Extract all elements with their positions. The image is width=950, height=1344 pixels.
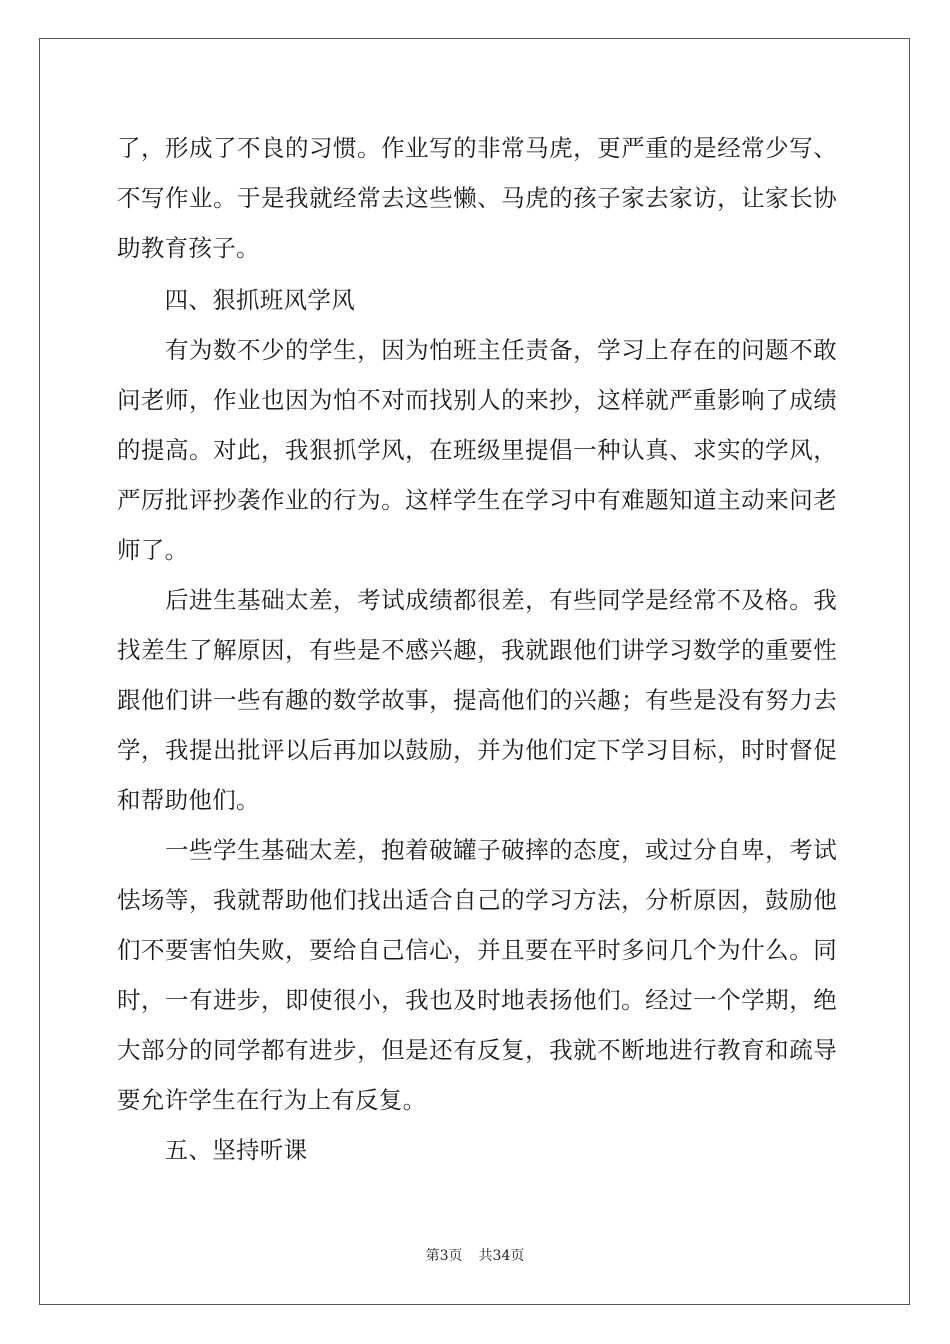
text-line: 要允许学生在行为上有反复。 [117,1086,427,1114]
text-line: 一些学生基础太差，抱着破罐子破摔的态度，或过分自卑，考试 [117,836,837,864]
text-line: 大部分的同学都有进步，但是还有反复，我就不断地进行教育和疏导 [117,1036,837,1064]
text-line: 和帮助他们。 [117,786,260,814]
text-line: 跟他们讲一些有趣的数学故事，提高他们的兴趣；有些是没有努力去 [117,686,837,714]
section-heading: 五、坚持听课 [117,1136,308,1164]
text-line: 问老师，作业也因为怕不对而找别人的来抄，这样就严重影响了成绩 [117,386,837,414]
text-line: 的提高。对此，我狠抓学风，在班级里提倡一种认真、求实的学风， [117,436,837,464]
page-footer [0,1245,950,1265]
text-line: 严厉批评抄袭作业的行为。这样学生在学习中有难题知道主动来问老 [117,486,837,514]
text-line: 后进生基础太差，考试成绩都很差，有些同学是经常不及格。我 [117,586,837,614]
text-line: 了，形成了不良的习惯。作业写的非常马虎，更严重的是经常少写、 [117,134,837,162]
text-line: 师了。 [117,536,189,564]
text-line: 时，一有进步，即使很小，我也及时地表扬他们。经过一个学期，绝 [117,986,837,1014]
text-line: 们不要害怕失败，要给自己信心，并且要在平时多问几个为什么。同 [117,936,837,964]
page-total: 共34页 [478,1248,525,1264]
text-line: 助教育孩子。 [117,234,260,262]
text-line: 学，我提出批评以后再加以鼓励，并为他们定下学习目标，时时督促 [117,736,837,764]
page-number: 第3页 [425,1248,463,1264]
section-heading: 四、狠抓班风学风 [117,286,355,314]
text-line: 不写作业。于是我就经常去这些懒、马虎的孩子家去家访，让家长协 [117,184,837,212]
text-line: 找差生了解原因，有些是不感兴趣，我就跟他们讲学习数学的重要性 [117,636,837,664]
text-line: 有为数不少的学生，因为怕班主任责备，学习上存在的问题不敢 [117,336,837,364]
text-line: 怯场等，我就帮助他们找出适合自己的学习方法，分析原因，鼓励他 [117,886,837,914]
